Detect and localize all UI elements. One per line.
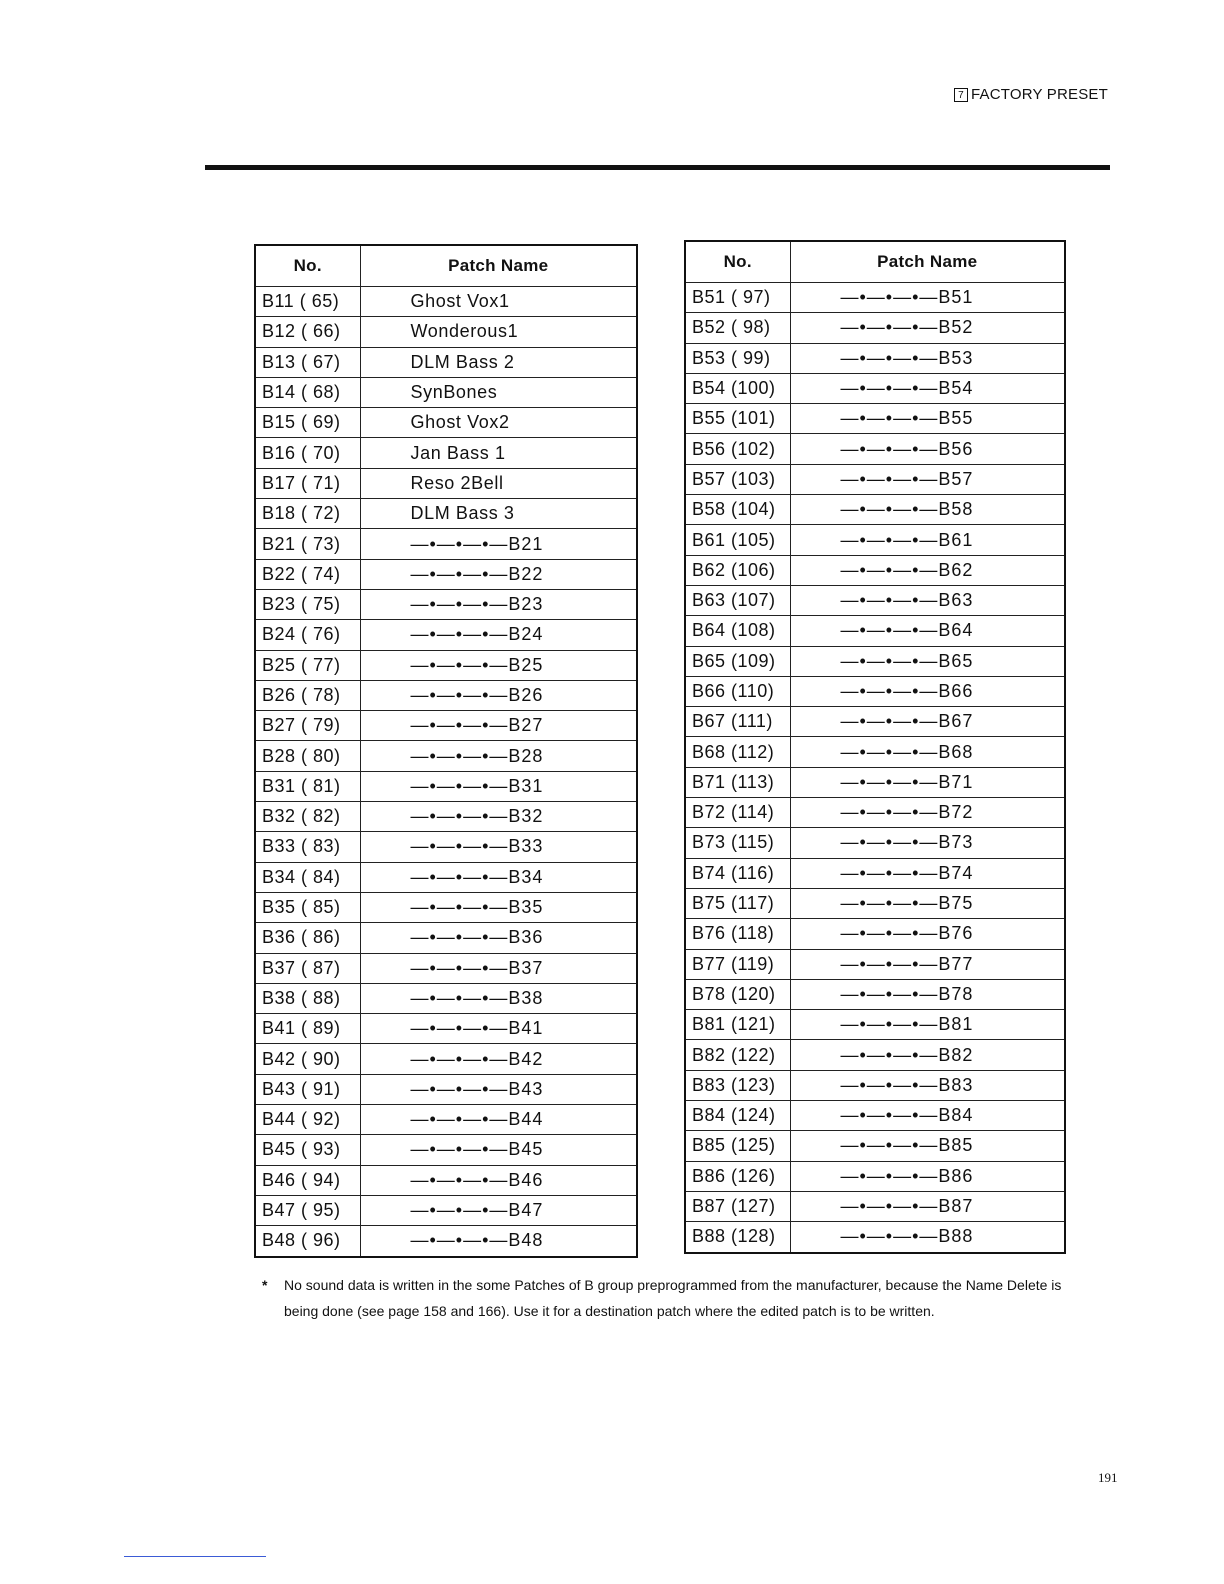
table-row [685,979,1065,1009]
patch-name: —•—•—•—B35 [360,892,637,922]
table-row [685,434,1065,464]
patch-name: —•—•—•—B28 [360,741,637,771]
patch-number: B37 ( 87) [255,953,360,983]
patch-number: B13 ( 67) [255,347,360,377]
patch-name: —•—•—•—B36 [360,923,637,953]
patch-number: B55 (101) [685,404,790,434]
patch-number: B22 ( 74) [255,559,360,589]
table-row [255,1014,637,1044]
table-row [255,1135,637,1165]
patch-number: B28 ( 80) [255,741,360,771]
table-row [255,953,637,983]
patch-name: —•—•—•—B66 [790,676,1065,706]
patch-name: —•—•—•—B53 [790,343,1065,373]
patch-name: —•—•—•—B78 [790,979,1065,1009]
patch-number: B17 ( 71) [255,468,360,498]
patch-number: B74 (116) [685,858,790,888]
table-row [255,862,637,892]
patch-number: B31 ( 81) [255,771,360,801]
section-header [954,86,1108,103]
table-row [685,1191,1065,1221]
table-row [255,287,637,317]
table-row [685,919,1065,949]
patch-number: B85 (125) [685,1131,790,1161]
patch-number: B42 ( 90) [255,1044,360,1074]
patch-name: SynBones [360,377,637,407]
table-row [255,741,637,771]
patch-number: B12 ( 66) [255,317,360,347]
patch-name: —•—•—•—B22 [360,559,637,589]
patch-number: B64 (108) [685,616,790,646]
patch-name: —•—•—•—B65 [790,646,1065,676]
patch-name: —•—•—•—B27 [360,711,637,741]
table-row [685,828,1065,858]
patch-number: B33 ( 83) [255,832,360,862]
table-row [685,1161,1065,1191]
patch-number: B16 ( 70) [255,438,360,468]
table-row [685,343,1065,373]
table-row [255,1105,637,1135]
patch-name: —•—•—•—B37 [360,953,637,983]
table-row [685,525,1065,555]
table-row [685,858,1065,888]
patch-number: B36 ( 86) [255,923,360,953]
patch-number: B88 (128) [685,1222,790,1253]
patch-number: B82 (122) [685,1040,790,1070]
patch-name: —•—•—•—B82 [790,1040,1065,1070]
patch-name: —•—•—•—B34 [360,862,637,892]
table-row [255,1044,637,1074]
table-row [685,737,1065,767]
table-row [685,616,1065,646]
table-row [255,1165,637,1195]
table-row [255,499,637,529]
patch-name: —•—•—•—B74 [790,858,1065,888]
table-row [685,676,1065,706]
column-header-no: No. [685,241,790,283]
patch-number: B83 (123) [685,1070,790,1100]
patch-name: —•—•—•—B44 [360,1105,637,1135]
patch-number: B61 (105) [685,525,790,555]
section-number-box: 7 [954,88,968,102]
patch-name: Jan Bass 1 [360,438,637,468]
patch-name: Ghost Vox2 [360,408,637,438]
column-header-no: No. [255,245,360,287]
patch-name: Ghost Vox1 [360,287,637,317]
patch-number: B54 (100) [685,373,790,403]
table-row [685,373,1065,403]
table-row [685,404,1065,434]
table-row [685,585,1065,615]
table-row [685,767,1065,797]
patch-number: B72 (114) [685,798,790,828]
table-row [685,464,1065,494]
patch-name: —•—•—•—B45 [360,1135,637,1165]
patch-number: B78 (120) [685,979,790,1009]
patch-name: —•—•—•—B84 [790,1101,1065,1131]
footer-line [124,1556,266,1557]
table-row [685,949,1065,979]
patch-name: —•—•—•—B41 [360,1014,637,1044]
patch-number: B46 ( 94) [255,1165,360,1195]
table-row [685,313,1065,343]
patch-number: B23 ( 75) [255,589,360,619]
patch-table-right [684,240,1066,1254]
table-row [255,468,637,498]
patch-number: B15 ( 69) [255,408,360,438]
patch-name: —•—•—•—B25 [360,650,637,680]
table-row [255,832,637,862]
column-header-patch-name: Patch Name [790,241,1065,283]
table-row [685,1131,1065,1161]
patch-number: B14 ( 68) [255,377,360,407]
table-row [255,529,637,559]
patch-number: B52 ( 98) [685,313,790,343]
patch-name: —•—•—•—B47 [360,1195,637,1225]
table-row [255,347,637,377]
patch-name: —•—•—•—B75 [790,888,1065,918]
table-row [685,1010,1065,1040]
patch-number: B66 (110) [685,676,790,706]
table-row [255,680,637,710]
column-header-patch-name: Patch Name [360,245,637,287]
patch-name: —•—•—•—B42 [360,1044,637,1074]
patch-name: —•—•—•—B21 [360,529,637,559]
table-row [255,377,637,407]
patch-name: —•—•—•—B26 [360,680,637,710]
table-row [255,711,637,741]
table-row [255,620,637,650]
patch-name: —•—•—•—B87 [790,1191,1065,1221]
patch-number: B47 ( 95) [255,1195,360,1225]
patch-name: —•—•—•—B51 [790,283,1065,313]
patch-table-left [254,244,638,1258]
patch-name: —•—•—•—B31 [360,771,637,801]
patch-name: —•—•—•—B38 [360,983,637,1013]
patch-name: Wonderous1 [360,317,637,347]
table-row [255,1074,637,1104]
patch-name: —•—•—•—B86 [790,1161,1065,1191]
patch-number: B18 ( 72) [255,499,360,529]
patch-name: —•—•—•—B57 [790,464,1065,494]
patch-name: —•—•—•—B64 [790,616,1065,646]
table-row [685,1222,1065,1253]
patch-name: —•—•—•—B58 [790,495,1065,525]
patch-number: B73 (115) [685,828,790,858]
patch-number: B35 ( 85) [255,892,360,922]
patch-number: B51 ( 97) [685,283,790,313]
table-row [255,438,637,468]
patch-number: B27 ( 79) [255,711,360,741]
table-header-row [685,241,1065,283]
patch-name: —•—•—•—B56 [790,434,1065,464]
table-row [685,283,1065,313]
patch-table-right-body [685,283,1065,1253]
patch-name: —•—•—•—B81 [790,1010,1065,1040]
table-row [685,555,1065,585]
patch-number: B71 (113) [685,767,790,797]
patch-name: —•—•—•—B85 [790,1131,1065,1161]
patch-name: Reso 2Bell [360,468,637,498]
patch-name: —•—•—•—B61 [790,525,1065,555]
patch-name: —•—•—•—B48 [360,1226,637,1257]
patch-number: B87 (127) [685,1191,790,1221]
table-row [685,1101,1065,1131]
table-header-row [255,245,637,287]
table-row [685,888,1065,918]
patch-number: B43 ( 91) [255,1074,360,1104]
patch-number: B21 ( 73) [255,529,360,559]
table-row [255,1226,637,1257]
patch-name: —•—•—•—B52 [790,313,1065,343]
patch-name: —•—•—•—B24 [360,620,637,650]
patch-name: —•—•—•—B55 [790,404,1065,434]
patch-name: —•—•—•—B72 [790,798,1065,828]
table-row [255,923,637,953]
patch-name: —•—•—•—B54 [790,373,1065,403]
patch-number: B76 (118) [685,919,790,949]
table-row [255,983,637,1013]
patch-name: —•—•—•—B33 [360,832,637,862]
patch-number: B25 ( 77) [255,650,360,680]
patch-number: B67 (111) [685,707,790,737]
patch-number: B84 (124) [685,1101,790,1131]
patch-name: —•—•—•—B76 [790,919,1065,949]
patch-number: B24 ( 76) [255,620,360,650]
patch-number: B34 ( 84) [255,862,360,892]
patch-name: —•—•—•—B63 [790,585,1065,615]
table-row [255,892,637,922]
patch-number: B11 ( 65) [255,287,360,317]
header-rule [205,165,1110,170]
patch-name: —•—•—•—B32 [360,802,637,832]
patch-name: —•—•—•—B73 [790,828,1065,858]
patch-number: B56 (102) [685,434,790,464]
patch-number: B77 (119) [685,949,790,979]
patch-number: B53 ( 99) [685,343,790,373]
patch-table-left-body [255,287,637,1257]
patch-name: —•—•—•—B67 [790,707,1065,737]
patch-number: B63 (107) [685,585,790,615]
table-row [255,589,637,619]
patch-name: —•—•—•—B77 [790,949,1065,979]
patch-number: B75 (117) [685,888,790,918]
patch-name: DLM Bass 2 [360,347,637,377]
footnote-text: No sound data is written in the some Patches of B group preprogrammed from the manufacturer, because the Name Delete is being done (see page 158 and 166). Use it for a destination patch where the edited patch is to be written. [284,1277,1062,1319]
table-row [685,707,1065,737]
patch-number: B26 ( 78) [255,680,360,710]
table-row [255,802,637,832]
patch-name: —•—•—•—B46 [360,1165,637,1195]
patch-name: —•—•—•—B23 [360,589,637,619]
patch-name: —•—•—•—B83 [790,1070,1065,1100]
patch-name: DLM Bass 3 [360,499,637,529]
table-row [255,771,637,801]
patch-number: B32 ( 82) [255,802,360,832]
patch-number: B48 ( 96) [255,1226,360,1257]
patch-name: —•—•—•—B62 [790,555,1065,585]
section-title: FACTORY PRESET [970,86,1108,103]
patch-number: B41 ( 89) [255,1014,360,1044]
patch-number: B44 ( 92) [255,1105,360,1135]
patch-name: —•—•—•—B88 [790,1222,1065,1253]
table-row [685,1070,1065,1100]
table-row [685,495,1065,525]
page-number: 191 [1098,1470,1118,1485]
patch-number: B58 (104) [685,495,790,525]
patch-number: B62 (106) [685,555,790,585]
patch-name: —•—•—•—B68 [790,737,1065,767]
patch-number: B81 (121) [685,1010,790,1040]
table-row [255,1195,637,1225]
table-row [255,317,637,347]
table-row [255,559,637,589]
patch-number: B65 (109) [685,646,790,676]
footnote [262,1272,1082,1324]
patch-name: —•—•—•—B43 [360,1074,637,1104]
patch-number: B45 ( 93) [255,1135,360,1165]
table-row [255,650,637,680]
table-row [255,408,637,438]
patch-number: B86 (126) [685,1161,790,1191]
table-row [685,1040,1065,1070]
patch-number: B68 (112) [685,737,790,767]
patch-number: B57 (103) [685,464,790,494]
patch-number: B38 ( 88) [255,983,360,1013]
patch-name: —•—•—•—B71 [790,767,1065,797]
table-row [685,646,1065,676]
footnote-marker: * [262,1277,268,1293]
table-row [685,798,1065,828]
